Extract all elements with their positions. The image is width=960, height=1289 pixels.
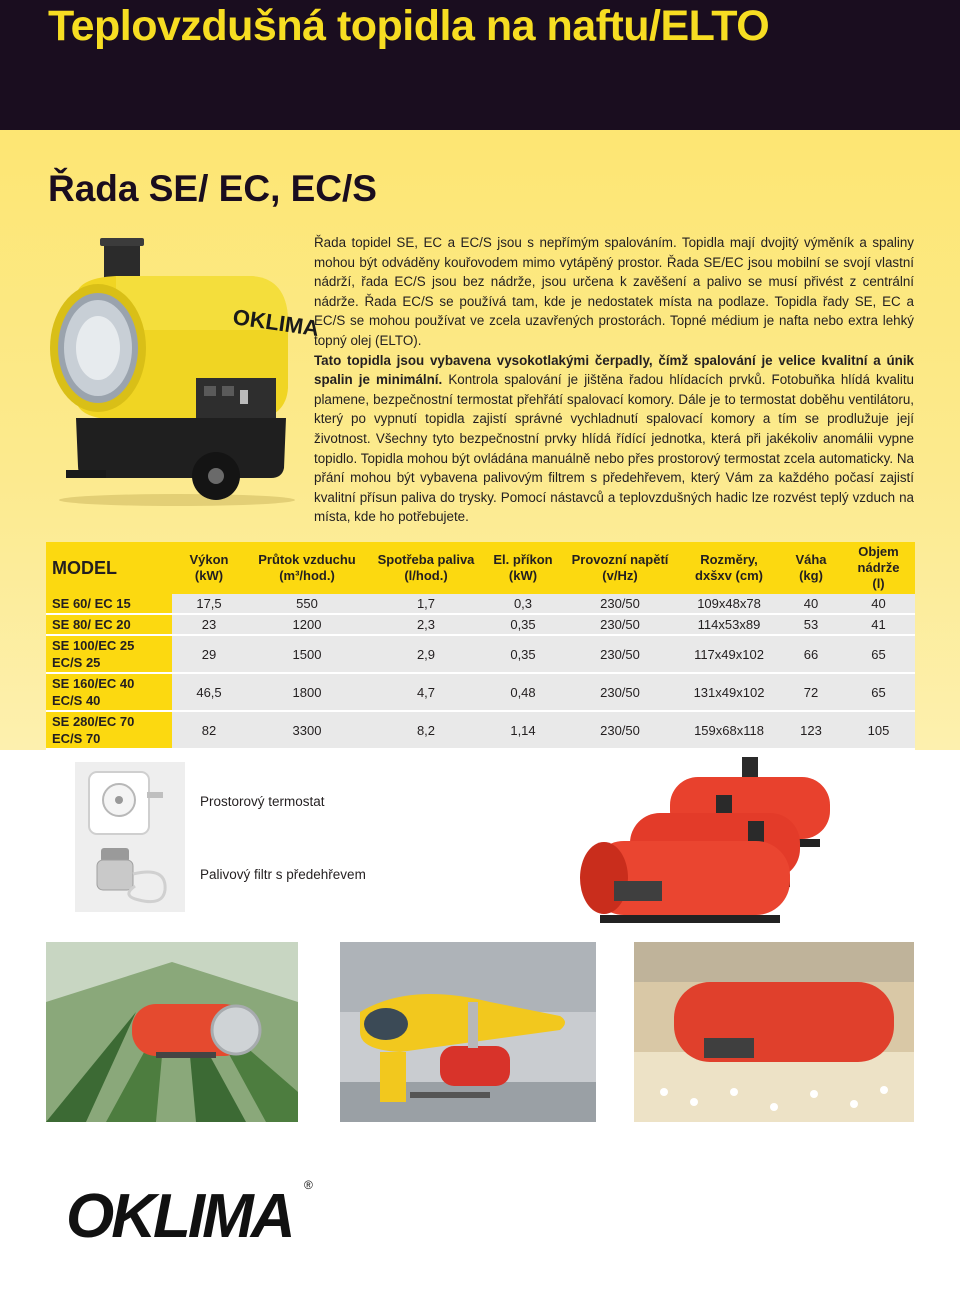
table-cell: 82 — [172, 711, 246, 749]
table-cell: 1800 — [246, 673, 368, 711]
table-row — [46, 594, 915, 614]
red-heaters-image — [520, 755, 840, 935]
table-row — [46, 711, 915, 749]
description-paragraph-2: Kontrola spalování je jištěna řadou hlídacích prvků. Fotobuňka hlídá kvalitu plamene, bezpečnostní termostat přehřátí spalovací komory. Dále je to termostat doběhu ventilátoru, který po vypnutí topidla zajistí správné vychladnutí spalovací komory a tím se prodlužuje její životnost. Všechny tyto bezpečnostní prvky hlídá řídící jednotka, která při jakékoliv anomálii vypne topidlo. Topidla mohou být ovládána manuálně nebo přes prostorový termostat zcela automaticky. Na přání mohou být vybavena palivovým filtrem s předehřevem, který Vám za každého počasí zajistí kvalitní přísun paliva do trysky. Pomocí nástavců a teplovzdušných hadic lze rozvést teplý vzduch na místa, kde ho potřebujete. — [314, 372, 914, 525]
table-cell: 3300 — [246, 711, 368, 749]
col-header-airflow: Průtok vzduchu (m³/hod.) — [246, 542, 368, 594]
logo-graphic — [46, 1155, 328, 1270]
poultry-farm-photo — [634, 942, 914, 1122]
table-cell: 40 — [780, 594, 842, 614]
table-cell-model: SE 60/ EC 15 — [46, 594, 172, 614]
col-header-weight: Váha (kg) — [780, 542, 842, 594]
table-cell: 230/50 — [562, 711, 678, 749]
thermostat-label: Prostorový termostat — [200, 794, 325, 809]
helicopter-hangar-photo — [340, 942, 596, 1122]
header-band — [0, 0, 960, 130]
table-cell: 0,3 — [484, 594, 562, 614]
table-cell: 40 — [842, 594, 915, 614]
table-cell-model: SE 100/EC 25 EC/S 25 — [46, 635, 172, 673]
oklima-logo — [46, 1155, 328, 1270]
table-cell: 53 — [780, 614, 842, 635]
table-cell: 0,35 — [484, 635, 562, 673]
fuel-filter-label: Palivový filtr s předehřevem — [200, 867, 366, 882]
table-cell: 123 — [780, 711, 842, 749]
table-cell: 117x49x102 — [678, 635, 780, 673]
table-cell: 41 — [842, 614, 915, 635]
spec-table — [46, 542, 915, 750]
table-cell: 1,14 — [484, 711, 562, 749]
table-row — [46, 614, 915, 635]
page-title: Teplovzdušná topidla na naftu/ELTO — [48, 2, 770, 50]
description-text — [314, 233, 914, 527]
col-header-model: MODEL — [46, 542, 172, 594]
table-cell: 23 — [172, 614, 246, 635]
col-header-power: Výkon (kW) — [172, 542, 246, 594]
col-header-voltage: Provozní napětí (v/Hz) — [562, 542, 678, 594]
description-bold-sentence: Tato topidla jsou vybavena vysokotlakými čerpadly, čímž spalování je velice kvalitní a únik spalin je minimální. — [314, 352, 914, 388]
table-cell: 65 — [842, 673, 915, 711]
col-header-el-input: El. příkon (kW) — [484, 542, 562, 594]
table-cell: 109x48x78 — [678, 594, 780, 614]
col-header-fuel: Spotřeba paliva (l/hod.) — [368, 542, 484, 594]
col-header-dimensions: Rozměry, dxšxv (cm) — [678, 542, 780, 594]
table-cell: 1200 — [246, 614, 368, 635]
table-cell: 105 — [842, 711, 915, 749]
table-cell: 17,5 — [172, 594, 246, 614]
col-header-tank: Objem nádrže (l) — [842, 542, 915, 594]
heater-brand-text: OKLIMA — [231, 304, 321, 342]
table-header-row — [46, 542, 915, 594]
table-cell: 72 — [780, 673, 842, 711]
greenhouse-photo — [46, 942, 298, 1122]
table-row — [46, 673, 915, 711]
registered-mark: ® — [304, 1178, 313, 1192]
table-cell: 0,48 — [484, 673, 562, 711]
table-row — [46, 635, 915, 673]
yellow-heater-image — [46, 238, 321, 510]
description-paragraph-1: Řada topidel SE, EC a EC/S jsou s nepřímým spalováním. Topidla mají dvojitý výměník a spaliny mohou být odváděny kouřovodem mimo vytápěný prostor. Řada SE/EC jsou mobilní se svojí vlastní nádrží, řada EC/S jsou bez nádrže, jsou určena k zavěšení a palivo se musí přivést z centrální nádrže. Řada EC/S se používá tam, kde je nedostatek místa na podlaze. Topidla řady SE, EC a EC/S se mohou používat ve zcela uzavřených prostorách. Topné médium je nafta nebo extra lehký topný olej (ELTO). — [314, 235, 914, 348]
table-cell: 114x53x89 — [678, 614, 780, 635]
table-cell: 46,5 — [172, 673, 246, 711]
table-cell: 159x68x118 — [678, 711, 780, 749]
table-cell-model: SE 160/EC 40 EC/S 40 — [46, 673, 172, 711]
table-cell: 1500 — [246, 635, 368, 673]
table-cell: 2,3 — [368, 614, 484, 635]
section-title: Řada SE/ EC, EC/S — [48, 168, 377, 209]
table-cell: 65 — [842, 635, 915, 673]
table-cell: 4,7 — [368, 673, 484, 711]
table-cell: 8,2 — [368, 711, 484, 749]
accessories-image — [75, 762, 185, 912]
table-cell: 2,9 — [368, 635, 484, 673]
table-cell: 29 — [172, 635, 246, 673]
table-cell: 1,7 — [368, 594, 484, 614]
table-cell: 131x49x102 — [678, 673, 780, 711]
table-cell: 230/50 — [562, 614, 678, 635]
table-cell: 66 — [780, 635, 842, 673]
table-cell: 550 — [246, 594, 368, 614]
table-cell: 0,35 — [484, 614, 562, 635]
logo-text: OKLIMA — [66, 1182, 293, 1251]
table-cell-model: SE 80/ EC 20 — [46, 614, 172, 635]
table-cell-model: SE 280/EC 70 EC/S 70 — [46, 711, 172, 749]
table-cell: 230/50 — [562, 673, 678, 711]
table-cell: 230/50 — [562, 594, 678, 614]
table-cell: 230/50 — [562, 635, 678, 673]
